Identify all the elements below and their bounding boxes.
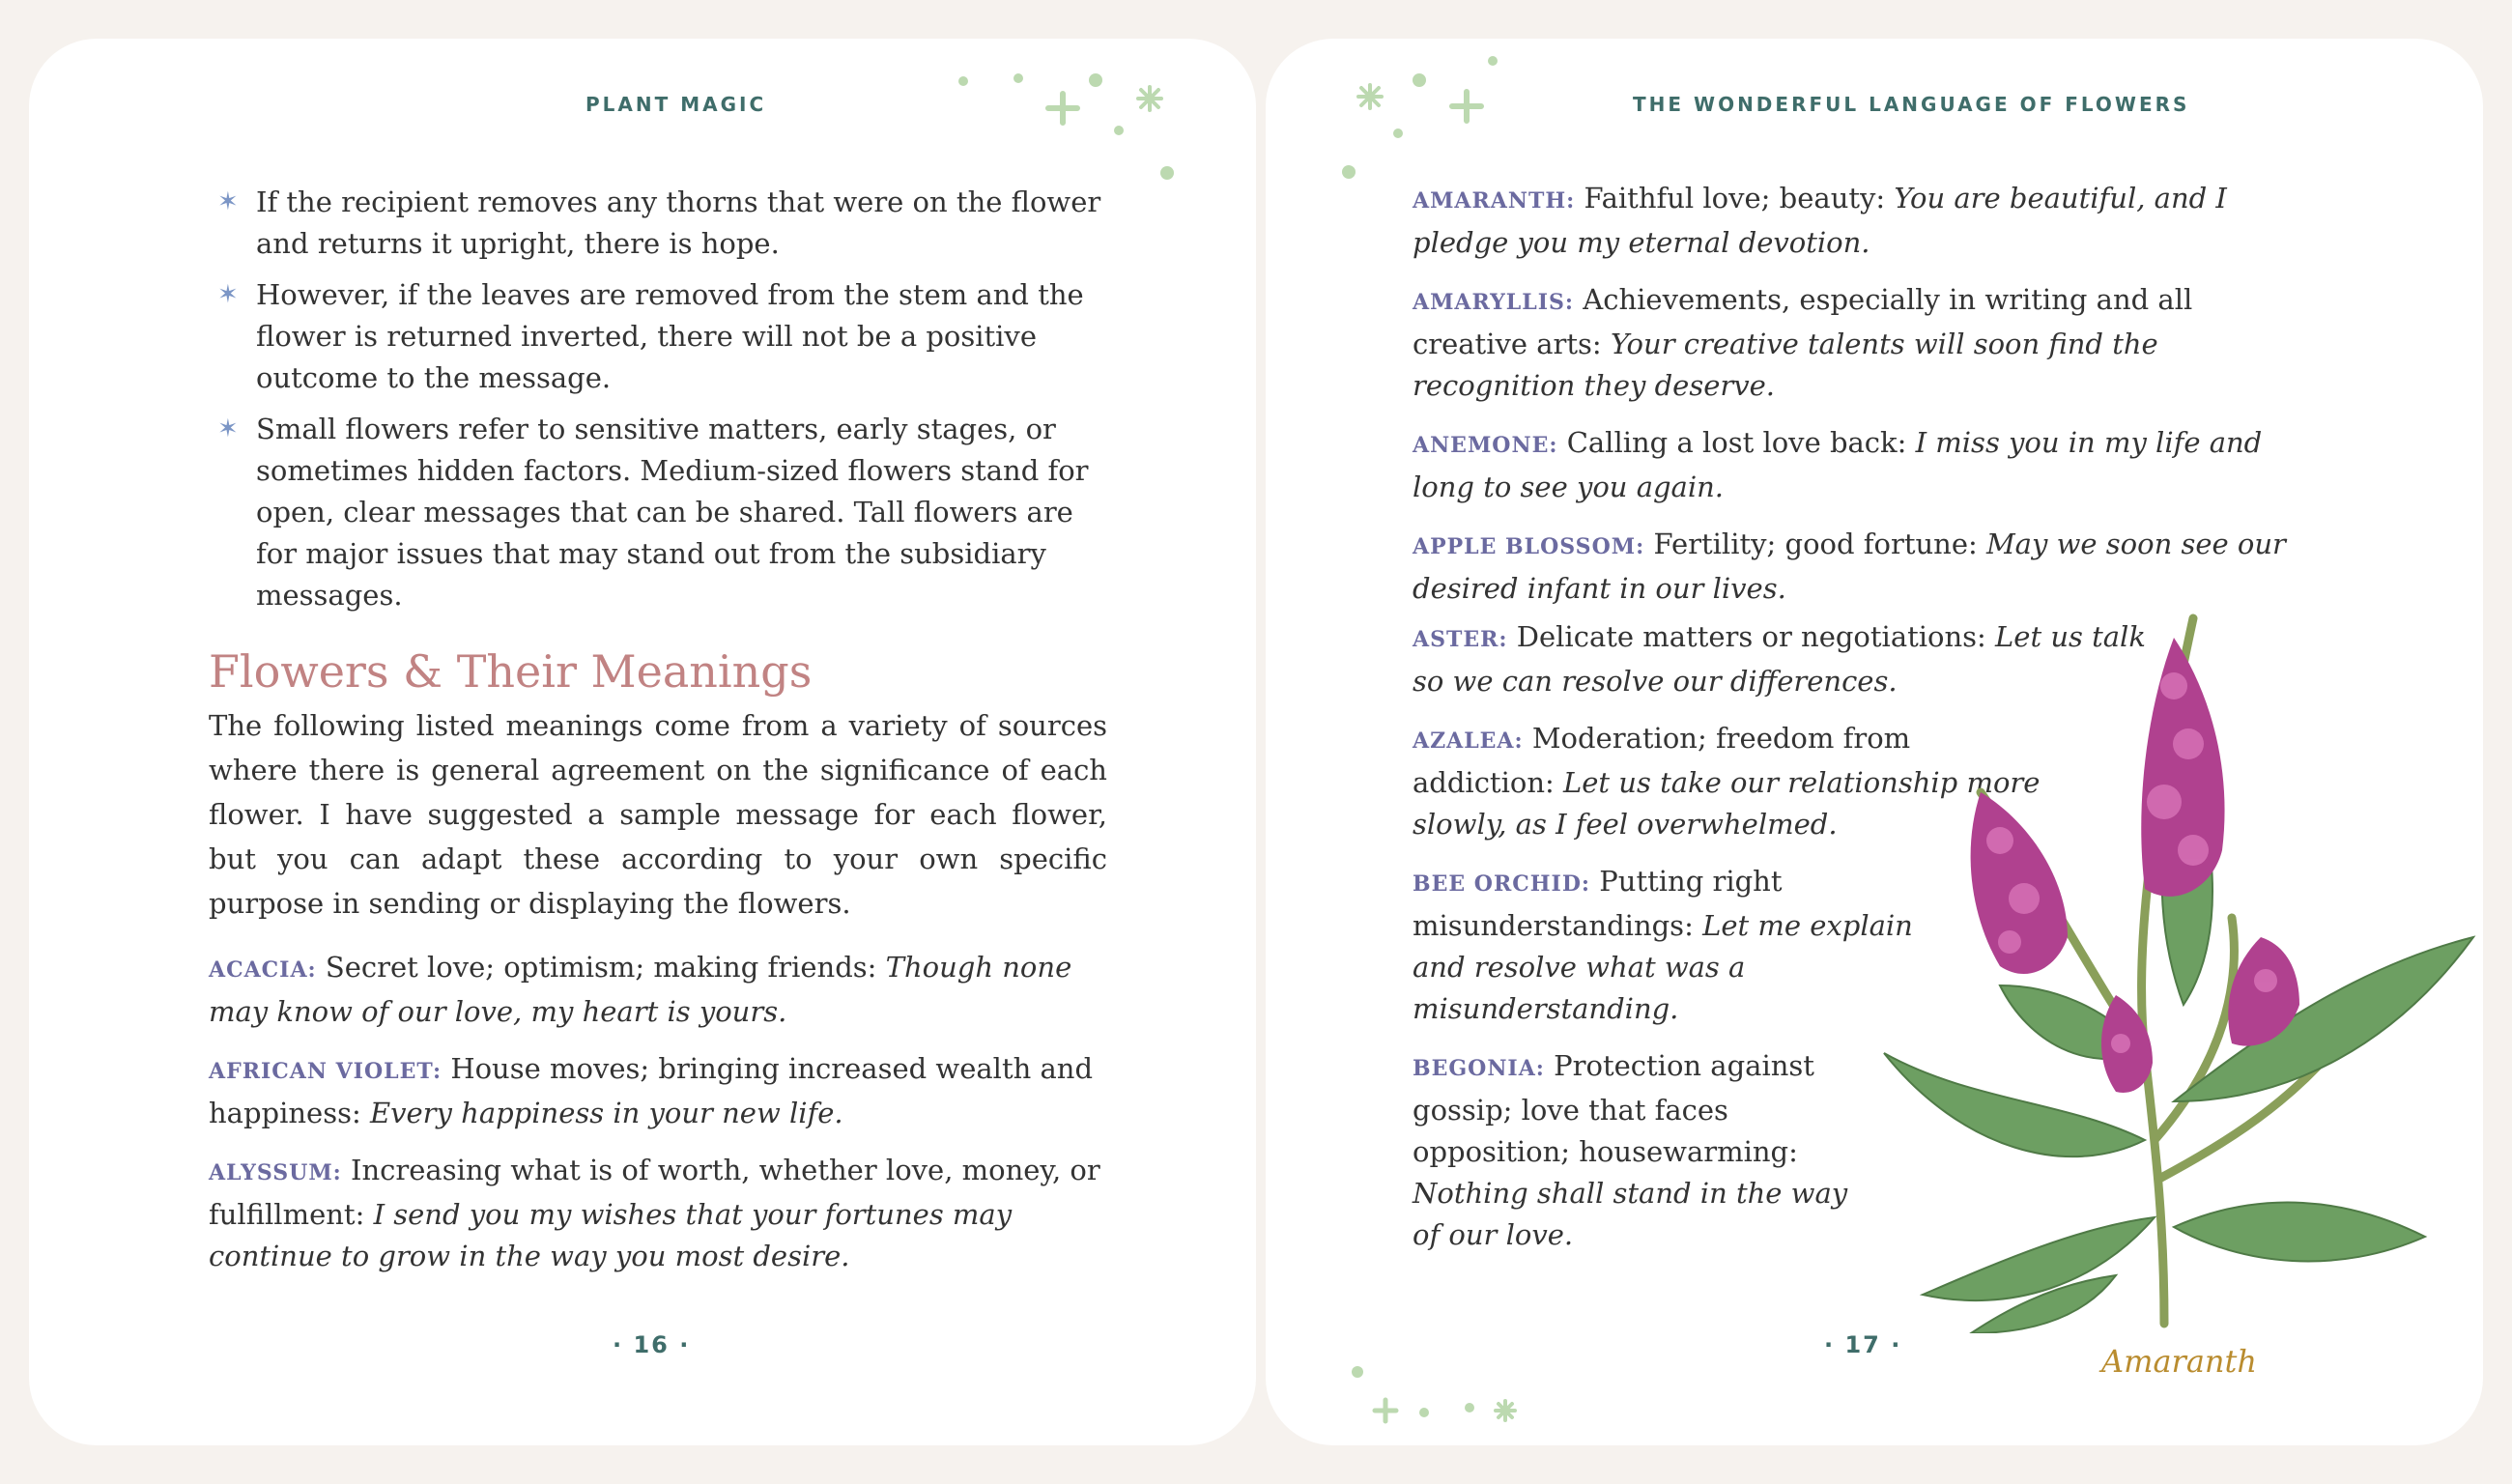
- flower-entry-african-violet: [209, 1048, 1107, 1134]
- amaranth-flower-illustration: [1855, 599, 2493, 1333]
- flower-entry-bee-orchid: [1413, 861, 1915, 1030]
- bullet-list: [217, 182, 1106, 626]
- bullet-text: Small flowers refer to sensitive matters, early stages, or sometimes hidden factors. Medium-sized flowers stand for open, clear messages that can be shared. Tall flowers are for major issues that may stand out from the subsidiary messages.: [256, 413, 1089, 612]
- flower-entry-acacia: [209, 947, 1107, 1033]
- list-item: [217, 409, 1106, 616]
- entry-message: Your creative talents will soon find the recognition they deserve.: [1413, 328, 2158, 402]
- entry-term: AMARANTH:: [1413, 188, 1576, 214]
- entry-meaning: Calling a lost love back:: [1566, 426, 1907, 459]
- entry-meaning: Delicate matters or negotiations:: [1516, 620, 1986, 653]
- entry-meaning: Putting right misunderstandings:: [1413, 865, 1783, 942]
- entry-meaning: Protection against gossip; love that faces opposition; housewarming:: [1413, 1049, 1814, 1168]
- entry-term: AMARYLLIS:: [1413, 290, 1575, 315]
- entry-meaning: Achievements, especially in writing and all creative arts:: [1413, 283, 2193, 360]
- page-number-right: · 17 ·: [1824, 1331, 1902, 1358]
- entry-meaning: Faithful love; beauty:: [1584, 182, 1886, 214]
- entry-term: BEGONIA:: [1413, 1056, 1545, 1081]
- entry-term: ANEMONE:: [1413, 433, 1558, 458]
- bullet-text: If the recipient removes any thorns that were on the flower and returns it upright, there is hope.: [256, 186, 1101, 260]
- sparkle-decoration-top-right: [1324, 53, 1507, 188]
- entry-term: ACACIA:: [209, 957, 317, 983]
- entry-message: Let us talk so we can resolve our differences.: [1413, 620, 2146, 698]
- sparkle-decoration-top-left: [947, 58, 1198, 193]
- entry-term: AZALEA:: [1413, 728, 1524, 754]
- asterisk-icon: ✶: [217, 187, 239, 216]
- section-heading: Flowers & Their Meanings: [209, 645, 813, 698]
- flower-entry-amaranth: [1413, 178, 2301, 264]
- entry-message: May we soon see our desired infant in our lives.: [1413, 528, 2286, 605]
- asterisk-icon: ✶: [217, 414, 239, 443]
- flower-entry-begonia: [1413, 1045, 1857, 1256]
- entry-message: I send you my wishes that your fortunes may continue to grow in the way you most desire.: [209, 1198, 1013, 1272]
- entry-term: BEE ORCHID:: [1413, 871, 1591, 897]
- entry-meaning: House moves; bringing increased wealth and happiness:: [209, 1052, 1094, 1129]
- entry-message: Let us take our relationship more slowly, as I feel overwhelmed.: [1413, 766, 2041, 841]
- sparkle-decoration-bottom: [1343, 1357, 1546, 1425]
- entry-meaning: Increasing what is of worth, whether love, money, or fulfillment:: [209, 1154, 1100, 1231]
- left-running-head: PLANT MAGIC: [585, 93, 767, 116]
- flower-entry-anemone: [1413, 422, 2301, 508]
- list-item: [217, 182, 1106, 265]
- entry-term: ALYSSUM:: [209, 1160, 342, 1185]
- flower-entry-apple-blossom: [1413, 524, 2301, 610]
- entry-term: APPLE BLOSSOM:: [1413, 534, 1645, 559]
- sparkle-icon: [1358, 85, 1382, 108]
- sparkle-icon: [1496, 1401, 1515, 1420]
- entry-meaning: Secret love; optimism; making friends:: [325, 951, 877, 984]
- entry-message: I miss you in my life and long to see you again.: [1413, 426, 2263, 503]
- bullet-text: However, if the leaves are removed from the stem and the flower is returned inverted, there will not be a positive outcome to the message.: [256, 278, 1084, 394]
- sparkle-icon: [1138, 87, 1161, 110]
- page-number-left: · 16 ·: [613, 1331, 691, 1358]
- entry-term: AFRICAN VIOLET:: [209, 1059, 442, 1084]
- right-flower-entries-upper: [1413, 178, 2301, 625]
- flower-entry-amaryllis: [1413, 279, 2301, 407]
- intro-paragraph: The following listed meanings come from a variety of sources where there is general agreement on the significance of each flower. I have suggested a sample message for each flower, but you can adapt these according to your own specific purpose in sending or displaying the flowers.: [209, 709, 1107, 920]
- left-flower-entries: [209, 947, 1107, 1293]
- asterisk-icon: ✶: [217, 280, 239, 309]
- entry-meaning: Moderation; freedom from addiction:: [1413, 722, 1911, 799]
- list-item: [217, 274, 1106, 399]
- entry-message: You are beautiful, and I pledge you my eternal devotion.: [1413, 182, 2227, 259]
- illustration-caption: Amaranth: [2101, 1343, 2257, 1380]
- entry-message: Nothing shall stand in the way of our love.: [1413, 1177, 1848, 1251]
- entry-meaning: Fertility; good fortune:: [1653, 528, 1978, 560]
- flower-entry-alyssum: [209, 1150, 1107, 1277]
- entry-message: Though none may know of our love, my heart is yours.: [209, 951, 1072, 1028]
- entry-term: ASTER:: [1413, 627, 1508, 652]
- entry-message: Every happiness in your new life.: [369, 1097, 843, 1129]
- entry-message: Let me explain and resolve what was a misunderstanding.: [1413, 909, 1913, 1025]
- right-running-head: THE WONDERFUL LANGUAGE OF FLOWERS: [1633, 93, 2190, 116]
